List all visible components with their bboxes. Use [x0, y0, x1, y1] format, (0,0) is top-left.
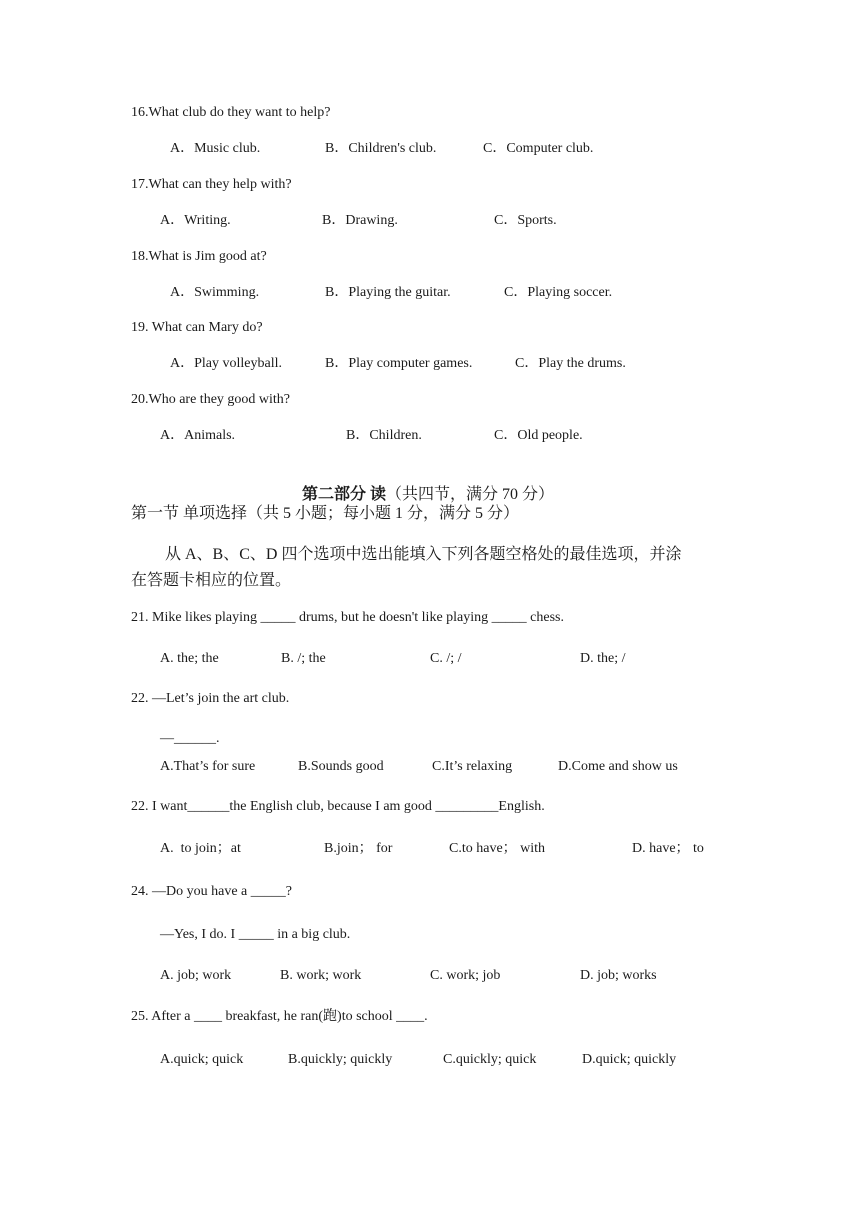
question-20-option-c: C．Old people. — [494, 428, 583, 443]
question-24-option-c: C. work; job — [430, 968, 501, 983]
question-17-option-b: B．Drawing. — [322, 213, 398, 228]
question-24-option-b: B. work; work — [280, 968, 362, 983]
instruction-line-1: 从 A、B、C、D 四个选项中选出能填入下列各题空格处的最佳选项，并涂 — [165, 546, 682, 563]
question-22a-option-b: B.Sounds good — [298, 759, 384, 774]
question-18-stem: 18.What is Jim good at? — [131, 249, 267, 264]
question-18-option-c: C．Playing soccer. — [504, 285, 613, 300]
question-24-stem: 24. —Do you have a _____? — [131, 884, 292, 899]
instruction-line-2: 在答题卡相应的位置。 — [131, 572, 292, 589]
question-22a-option-d: D.Come and show us — [558, 759, 678, 774]
question-20-stem: 20.Who are they good with? — [131, 392, 291, 407]
question-22a-option-a: A.That’s for sure — [160, 759, 256, 774]
question-25-stem: 25. After a ____ breakfast, he ran(跑)to school ____. — [131, 1009, 428, 1024]
question-22a-option-c: C.It’s relaxing — [432, 759, 513, 774]
question-25-option-a: A.quick; quick — [160, 1052, 244, 1067]
question-22b-stem: 22. I want______the English club, because I am good _________English. — [131, 799, 545, 814]
question-25-option-c: C.quickly; quick — [443, 1052, 537, 1067]
question-22a-stem: 22. —Let’s join the art club. — [131, 691, 290, 706]
question-22b-option-a: A. to join；at — [160, 841, 241, 856]
question-24-reply: —Yes, I do. I _____ in a big club. — [160, 927, 351, 942]
part2-title — [294, 462, 554, 506]
question-18-option-a: A．Swimming. — [170, 285, 260, 300]
question-16-option-c: C．Computer club. — [483, 141, 594, 156]
question-21-option-d: D. the; / — [580, 651, 626, 666]
question-25-option-b: B.quickly; quickly — [288, 1052, 393, 1067]
question-16-stem: 16.What club do they want to help? — [131, 105, 331, 120]
question-17-option-a: A．Writing. — [160, 213, 231, 228]
part2-title-rest: （共四节，满分 70 分） — [386, 486, 555, 503]
question-19-stem: 19. What can Mary do? — [131, 320, 263, 335]
question-19-option-c: C．Play the drums. — [515, 356, 626, 371]
question-21-option-b: B. /; the — [281, 651, 326, 666]
question-16-option-b: B．Children's club. — [325, 141, 437, 156]
question-18-option-b: B．Playing the guitar. — [325, 285, 451, 300]
question-25-option-d: D.quick; quickly — [582, 1052, 677, 1067]
question-17-stem: 17.What can they help with? — [131, 177, 292, 192]
question-21-stem: 21. Mike likes playing _____ drums, but he doesn't like playing _____ chess. — [131, 610, 564, 625]
question-19-option-b: B．Play computer games. — [325, 356, 473, 371]
question-20-option-b: B．Children. — [346, 428, 422, 443]
question-20-option-a: A．Animals. — [160, 428, 236, 443]
part2-title-bold: 第二部分 读 — [302, 486, 387, 503]
question-17-option-c: C．Sports. — [494, 213, 557, 228]
question-22b-option-b: B.join； for — [324, 841, 393, 856]
question-24-option-a: A. job; work — [160, 968, 232, 983]
question-19-option-a: A．Play volleyball. — [170, 356, 282, 371]
question-22b-option-d: D. have； to — [632, 841, 704, 856]
question-22a-reply: —______. — [160, 731, 220, 746]
question-21-option-a: A. the; the — [160, 651, 219, 666]
question-16-option-a: A．Music club. — [170, 141, 261, 156]
question-24-option-d: D. job; works — [580, 968, 657, 983]
question-21-option-c: C. /; / — [430, 651, 462, 666]
section1-heading: 第一节 单项选择（共 5 小题；每小题 1 分，满分 5 分） — [131, 505, 520, 522]
question-22b-option-c: C.to have； with — [449, 841, 546, 856]
